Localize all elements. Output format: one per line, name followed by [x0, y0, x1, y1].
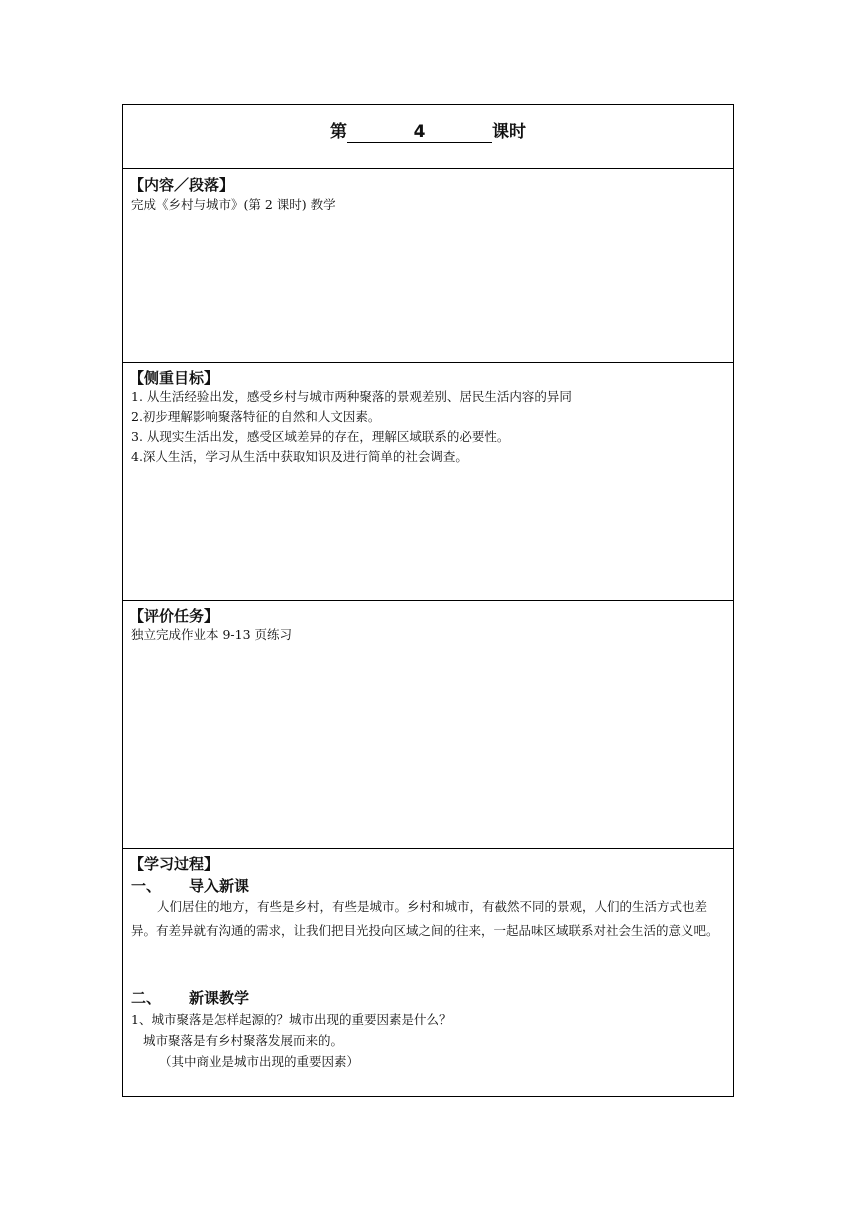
section-2-heading [131, 987, 249, 1008]
evaluation-heading: 【评价任务】 [129, 607, 220, 625]
content-row [123, 169, 733, 363]
goals-heading: 【侧重目标】 [129, 369, 220, 387]
process-heading: 【学习过程】 [129, 855, 220, 873]
lesson-title [123, 117, 733, 143]
lesson-plan-table [122, 104, 734, 1097]
section-1-label: 导入新课 [189, 877, 250, 895]
lesson-number: 4 [347, 122, 492, 143]
title-suffix: 课时 [492, 122, 526, 142]
goal-item: 1. 从生活经验出发，感受乡村与城市两种聚落的景观差别、居民生活内容的异同 [131, 389, 572, 404]
section-1-heading [131, 875, 249, 896]
content-text: 完成《乡村与城市》(第 2 课时) 教学 [131, 197, 336, 212]
section-2-label: 新课教学 [189, 989, 250, 1007]
goals-row [123, 363, 733, 601]
question-1: 1、城市聚落是怎样起源的？城市出现的重要因素是什么？ [131, 1012, 452, 1027]
section-2-number: 二、 [131, 989, 162, 1007]
goal-item: 4.深人生活，学习从生活中获取知识及进行简单的社会调查。 [131, 449, 468, 464]
title-row [123, 105, 733, 169]
evaluation-row [123, 601, 733, 849]
process-row [123, 849, 733, 1098]
intro-paragraph: 人们居住的地方，有些是乡村，有些是城市。乡村和城市，有截然不同的景观，人们的生活方式也差异。有差异就有沟通的需求，让我们把目光投向区域之间的往来，一起品味区域联系对社会生活的意义吧。 [131, 899, 719, 938]
content-heading: 【内容／段落】 [129, 176, 235, 194]
answer-2: （其中商业是城市出现的重要因素） [159, 1054, 360, 1069]
goal-item: 3. 从现实生活出发，感受区域差异的存在，理解区域联系的必要性。 [131, 429, 510, 444]
title-prefix: 第 [330, 122, 347, 142]
goal-item: 2.初步理解影响聚落特征的自然和人文因素。 [131, 409, 381, 424]
evaluation-text: 独立完成作业本 9-13 页练习 [131, 627, 293, 642]
section-1-number: 一、 [131, 877, 162, 895]
answer-1: 城市聚落是有乡村聚落发展而来的。 [143, 1033, 344, 1048]
